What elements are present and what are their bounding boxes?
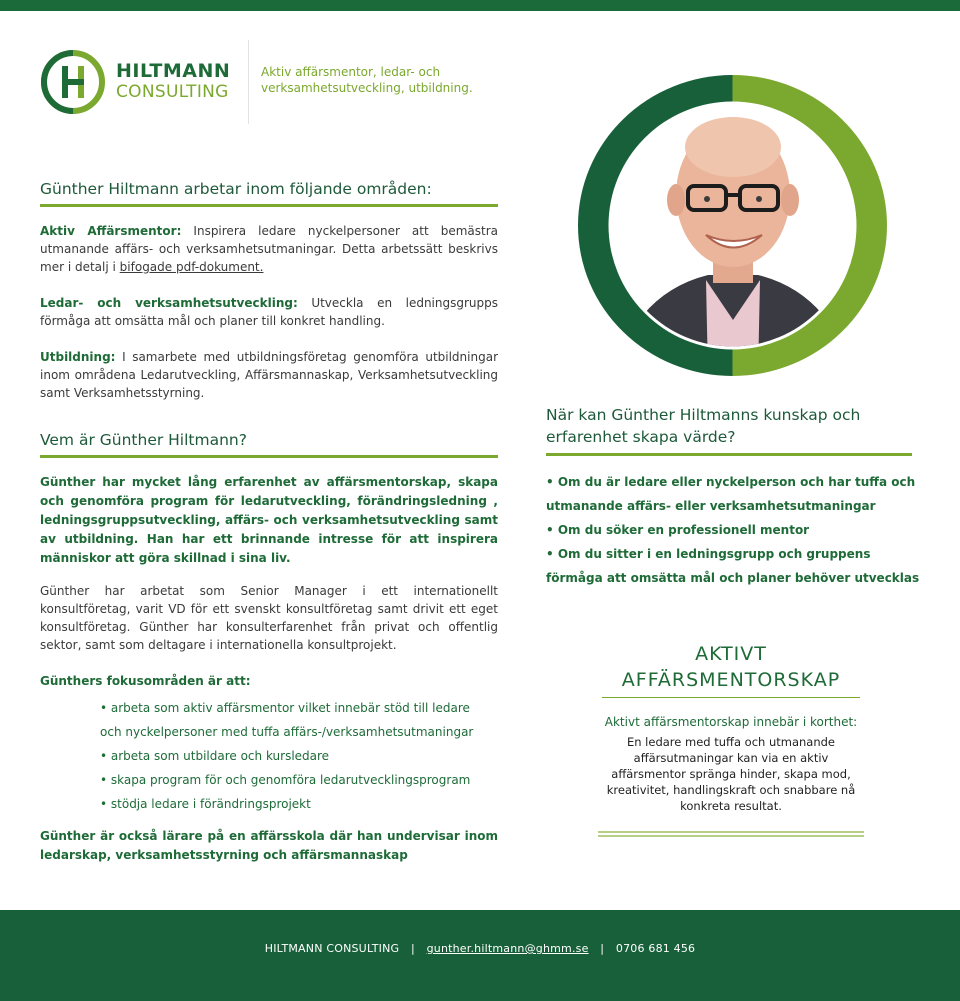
areas-rule	[40, 204, 498, 207]
area-label-education: Utbildning:	[40, 350, 116, 364]
who-background: Günther har arbetat som Senior Manager i ett internationellt konsultföretag, varit VD för ett svenskt konsultföretag samt drivit ett eget konsultföretag. Günther har konsulterfarenhet från privat och offentlig sektor, samt som deltagare i internationella konsultprojekt.	[40, 584, 498, 652]
focus-item: och nyckelpersoner med tuffa affärs-/verksamhetsutmaningar	[100, 725, 474, 739]
logo-mark-icon	[40, 49, 106, 115]
value-title: När kan Günther Hiltmanns kunskap och erfarenhet skapa värde?	[546, 406, 861, 446]
area-item-mentor	[40, 222, 498, 276]
focus-item: • arbeta som aktiv affärsmentor vilket innebär stöd till ledare	[100, 701, 470, 715]
header-divider	[248, 40, 249, 124]
mentorship-rule-bottom	[598, 835, 864, 837]
teacher-note: Günther är också lärare på en affärsskola där han undervisar inom ledarskap, verksamhetsstyrning och affärsmannaskap	[40, 829, 498, 862]
company-logo[interactable]	[40, 49, 240, 115]
focus-item: • arbeta som utbildare och kursledare	[100, 749, 330, 763]
tagline: Aktiv affärsmentor, ledar- och verksamhetsutveckling, utbildning.	[261, 65, 473, 95]
focus-list	[100, 696, 500, 816]
area-label-mentor: Aktiv Affärsmentor:	[40, 224, 182, 238]
areas-title: Günther Hiltmann arbetar inom följande områden:	[40, 180, 432, 198]
value-item: • Om du är ledare eller nyckelperson och har tuffa och	[546, 475, 916, 489]
focus-item: • skapa program för och genomföra ledarutvecklingsprogram	[100, 773, 471, 787]
area-text-leadership: Utveckla en ledningsgrupps förmåga att omsätta mål och planer till konkret handling.	[40, 296, 498, 328]
area-text-mentor: Inspirera ledare nyckelpersoner att bemästra utmanande affärs- och verksamhetsutmaningar. Detta arbetssätt beskrivs mer i detalj i	[40, 224, 499, 274]
focus-item: • stödja ledare i förändringsprojekt	[100, 797, 311, 811]
footer-company: HILTMANN CONSULTING	[264, 942, 400, 955]
top-accent-bar	[0, 0, 960, 11]
value-item: förmåga att omsätta mål och planer behöver utvecklas	[546, 571, 920, 585]
value-item: • Om du söker en professionell mentor	[546, 523, 810, 537]
portrait-photo	[578, 75, 887, 376]
mentorship-title-line2: AFFÄRSMENTORSKAP	[621, 669, 841, 691]
pdf-link[interactable]: bifogade pdf-dokument.	[119, 260, 264, 274]
footer-email-link[interactable]: gunther.hiltmann@ghmm.se	[426, 942, 589, 955]
mentorship-rule-bottom	[598, 831, 864, 833]
footer-contact	[0, 942, 960, 955]
value-item: • Om du sitter i en ledningsgrupp och gruppens	[546, 547, 871, 561]
area-text-education: I samarbete med utbildningsföretag genomföra utbildningar inom områdena Ledarutveckling, Affärsmannaskap, Verksamhetsutveckling samt Verksamhetsstyrning.	[40, 350, 498, 400]
who-intro: Günther har mycket lång erfarenhet av affärsmentorskap, skapa och genomföra program för ledarutveckling, förändringsledning , ledningsgruppsutveckling, affärs- och verksamhetsutveckling samt av utbildning. Han har ett brinnande intresse för att inspirera människor att göra skillnad i sina liv.	[40, 475, 498, 565]
value-rule	[546, 453, 912, 456]
area-label-leadership: Ledar- och verksamhetsutveckling:	[40, 296, 298, 310]
mentorship-text: En ledare med tuffa och utmanande affärsutmaningar kan via en aktiv affärsmentor spränga hinder, skapa mod, kreativitet, handlingskraft och snabbare nå konkreta resultat.	[606, 735, 856, 813]
mentorship-rule	[602, 697, 860, 698]
value-item: utmanande affärs- eller verksamhetsutmaningar	[546, 499, 876, 513]
focus-title: Günthers fokusområden är att:	[40, 674, 251, 688]
mentorship-title	[598, 641, 864, 693]
value-list	[546, 470, 936, 590]
area-item-leadership	[40, 294, 498, 330]
footer-separator: |	[600, 942, 605, 955]
who-rule	[40, 455, 498, 458]
mentorship-title-line1: AKTIVT	[695, 643, 767, 665]
logo-subname: CONSULTING	[116, 82, 229, 102]
footer	[0, 910, 960, 1001]
mentorship-subtitle: Aktivt affärsmentorskap innebär i korthet:	[604, 715, 858, 729]
footer-separator: |	[410, 942, 415, 955]
area-item-education	[40, 348, 498, 402]
footer-phone: 0706 681 456	[615, 942, 696, 955]
logo-name: HILTMANN	[116, 60, 231, 82]
who-title: Vem är Günther Hiltmann?	[40, 431, 247, 449]
